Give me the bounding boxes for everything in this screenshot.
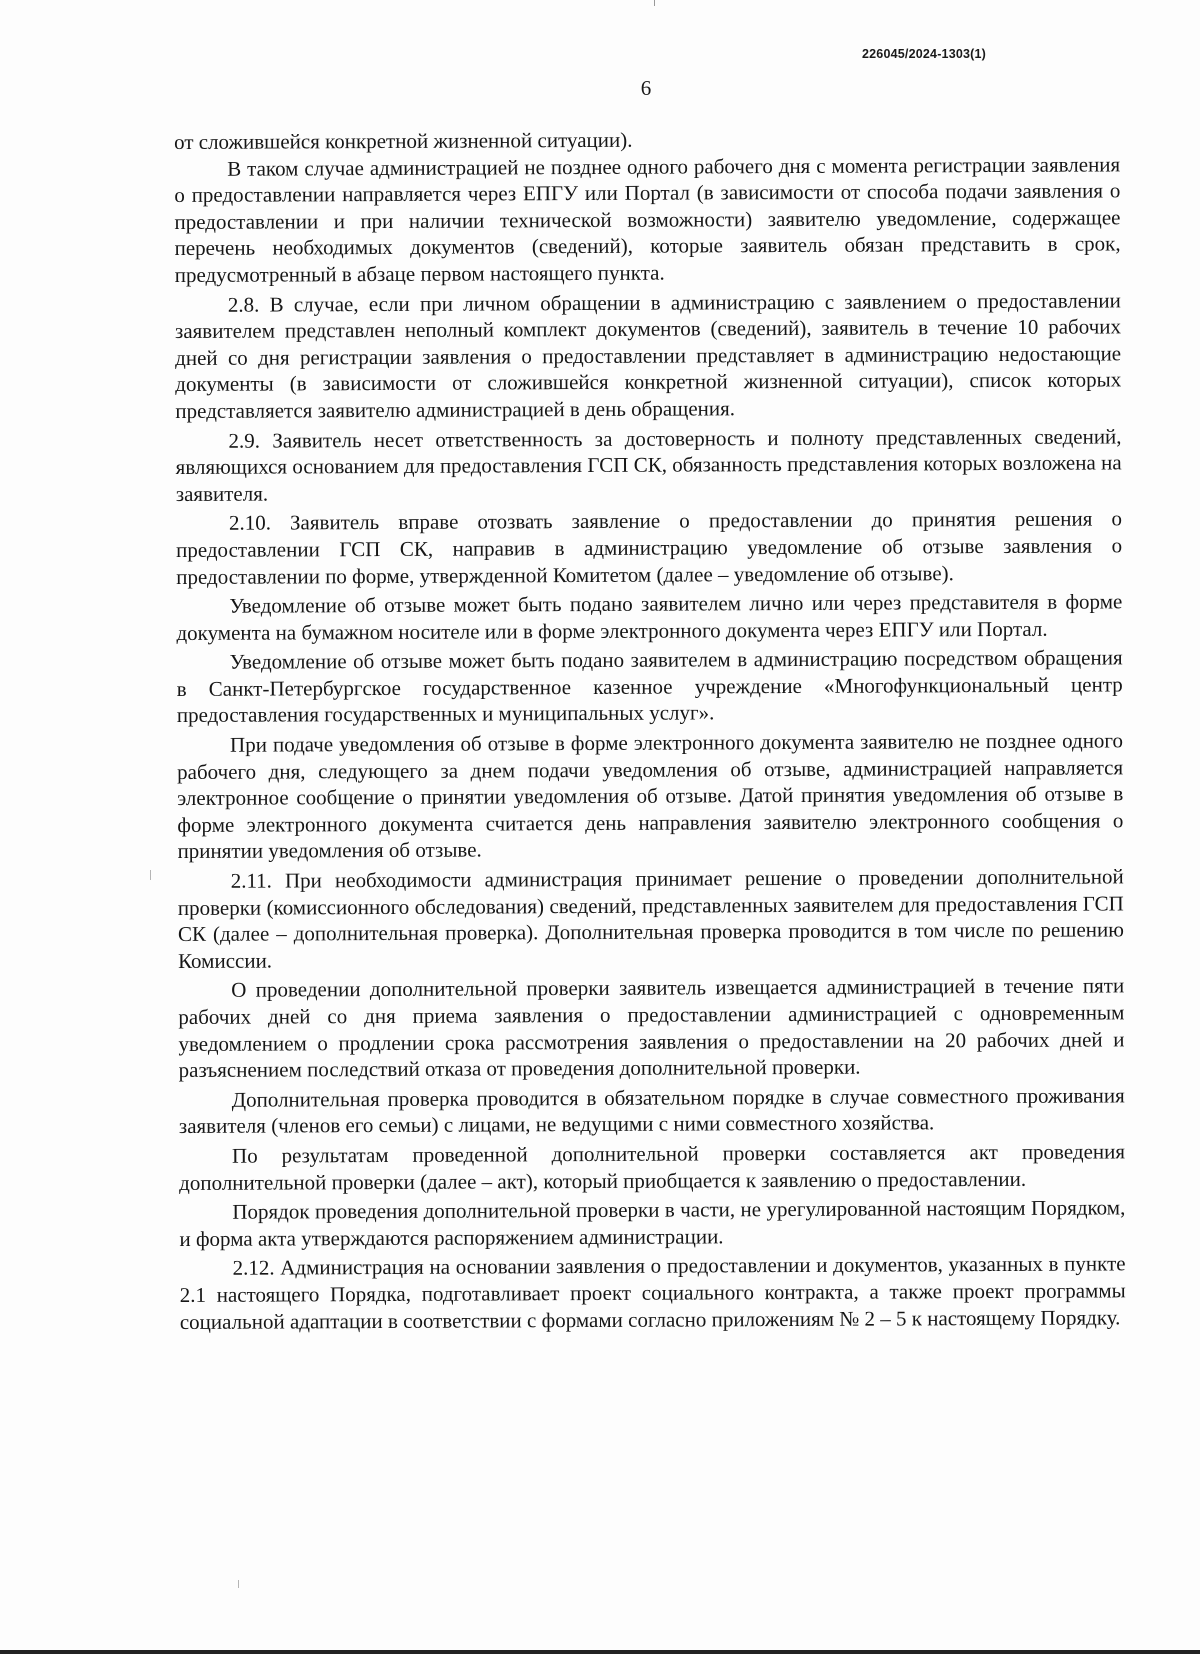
scan-border-bottom: [0, 1650, 1200, 1654]
paragraph: Порядок проведения дополнительной проверки в части, не урегулированной настоящим Порядком, и форма акта утверждаются распоряжением администрации.: [179, 1195, 1126, 1251]
scan-artifact-mark: [150, 870, 151, 880]
scan-artifact-top: [654, 0, 655, 6]
paragraph-clause-2-12: 2.12. Администрация на основании заявления о предоставлении и документов, указанных в пункте 2.1 настоящего Порядка, подготавливает проект социального контракта, а также проект программы социальной адаптации в соответствии с формами согласно приложениям № 2 – 5 к настоящему Порядку.: [179, 1251, 1126, 1334]
paragraph: При подаче уведомления об отзыве в форме электронного документа заявителю не позднее одного рабочего дня, следующего за днем подачи уведомления об отзыве, администрацией направляется электронное сообщение о принятии уведомления об отзыве. Датой принятия уведомления об отзыве в форме электронного документа считается день направления заявителю электронного сообщения о принятии уведомления об отзыве.: [177, 728, 1124, 864]
document-registration-number: 226045/2024-1303(1): [862, 47, 987, 61]
page-number: 6: [640, 76, 652, 100]
document-body: [174, 124, 1126, 1335]
scan-artifact-mark: [238, 1580, 239, 1588]
paragraph: Уведомление об отзыве может быть подано заявителем в администрацию посредством обращения в Санкт-Петербургское государственное казенное учреждение «Многофункциональный центр предоставления государственных и муниципальных услуг».: [176, 645, 1123, 728]
paragraph-continuation: от сложившейся конкретной жизненной ситуации).: [174, 127, 633, 154]
paragraph-clause-2-10: 2.10. Заявитель вправе отозвать заявление о предоставлении до принятия решения о предоставлении ГСП СК, направив в администрацию уведомление об отзыве заявления о предоставлении по форме, утвержденной Комитетом (далее – уведомление об отзыве).: [175, 506, 1123, 589]
paragraph-clause-2-11: 2.11. При необходимости администрация принимает решение о проведении дополнительной проверки (комиссионного обследования) сведений, представленных заявителем для предоставления ГСП СК (далее – дополнительная проверка). Дополнительная проверка проводится в том числе по решению Комиссии.: [177, 864, 1124, 973]
paragraph: Дополнительная проверка проводится в обязательном порядке в случае совместного проживания заявителя (членов его семьи) с лицами, не ведущими с ними совместного хозяйства.: [178, 1083, 1125, 1139]
paragraph: По результатам проведенной дополнительной проверки составляется акт проведения дополнительной проверки (далее – акт), который приобщается к заявлению о предоставлении.: [179, 1139, 1126, 1195]
paragraph-clause-2-8: 2.8. В случае, если при личном обращении в администрацию с заявлением о предоставлении заявителем представлен неполный комплект документов (сведений), заявитель в течение 10 рабочих дней со дня регистрации заявления о предоставлении представляет в администрацию недостающие документы (в зависимости от сложившейся конкретной жизненной ситуации), список которых представляется заявителю администрацией в день обращения.: [174, 287, 1122, 423]
paragraph-clause-2-9: 2.9. Заявитель несет ответственность за достоверность и полноту представленных сведений, являющихся основанием для предоставления ГСП СК, обязанность представления которых возложена на заявителя.: [175, 423, 1122, 506]
paragraph: О проведении дополнительной проверки заявитель извещается администрацией в течение пяти рабочих дней со дня приема заявления о предоставлении администрацией с одновременным уведомлением о продлении срока рассмотрения заявления о предоставлении на 20 рабочих дней и разъяснением последствий отказа от проведения дополнительной проверки.: [178, 973, 1125, 1083]
paragraph: Уведомление об отзыве может быть подано заявителем лично или через представителя в форме документа на бумажном носителе или в форме электронного документа через ЕПГУ или Портал.: [176, 589, 1123, 645]
paragraph: В таком случае администрацией не позднее одного рабочего дня с момента регистрации заявления о предоставлении направляется через ЕПГУ или Портал (в зависимости от способа подачи заявления о предоставлении и при наличии технической возможности) заявителю уведомление, содержащее перечень необходимых документов (сведений), которые заявитель обязан представить в срок, предусмотренный в абзаце первом настоящего пункта.: [174, 151, 1121, 287]
